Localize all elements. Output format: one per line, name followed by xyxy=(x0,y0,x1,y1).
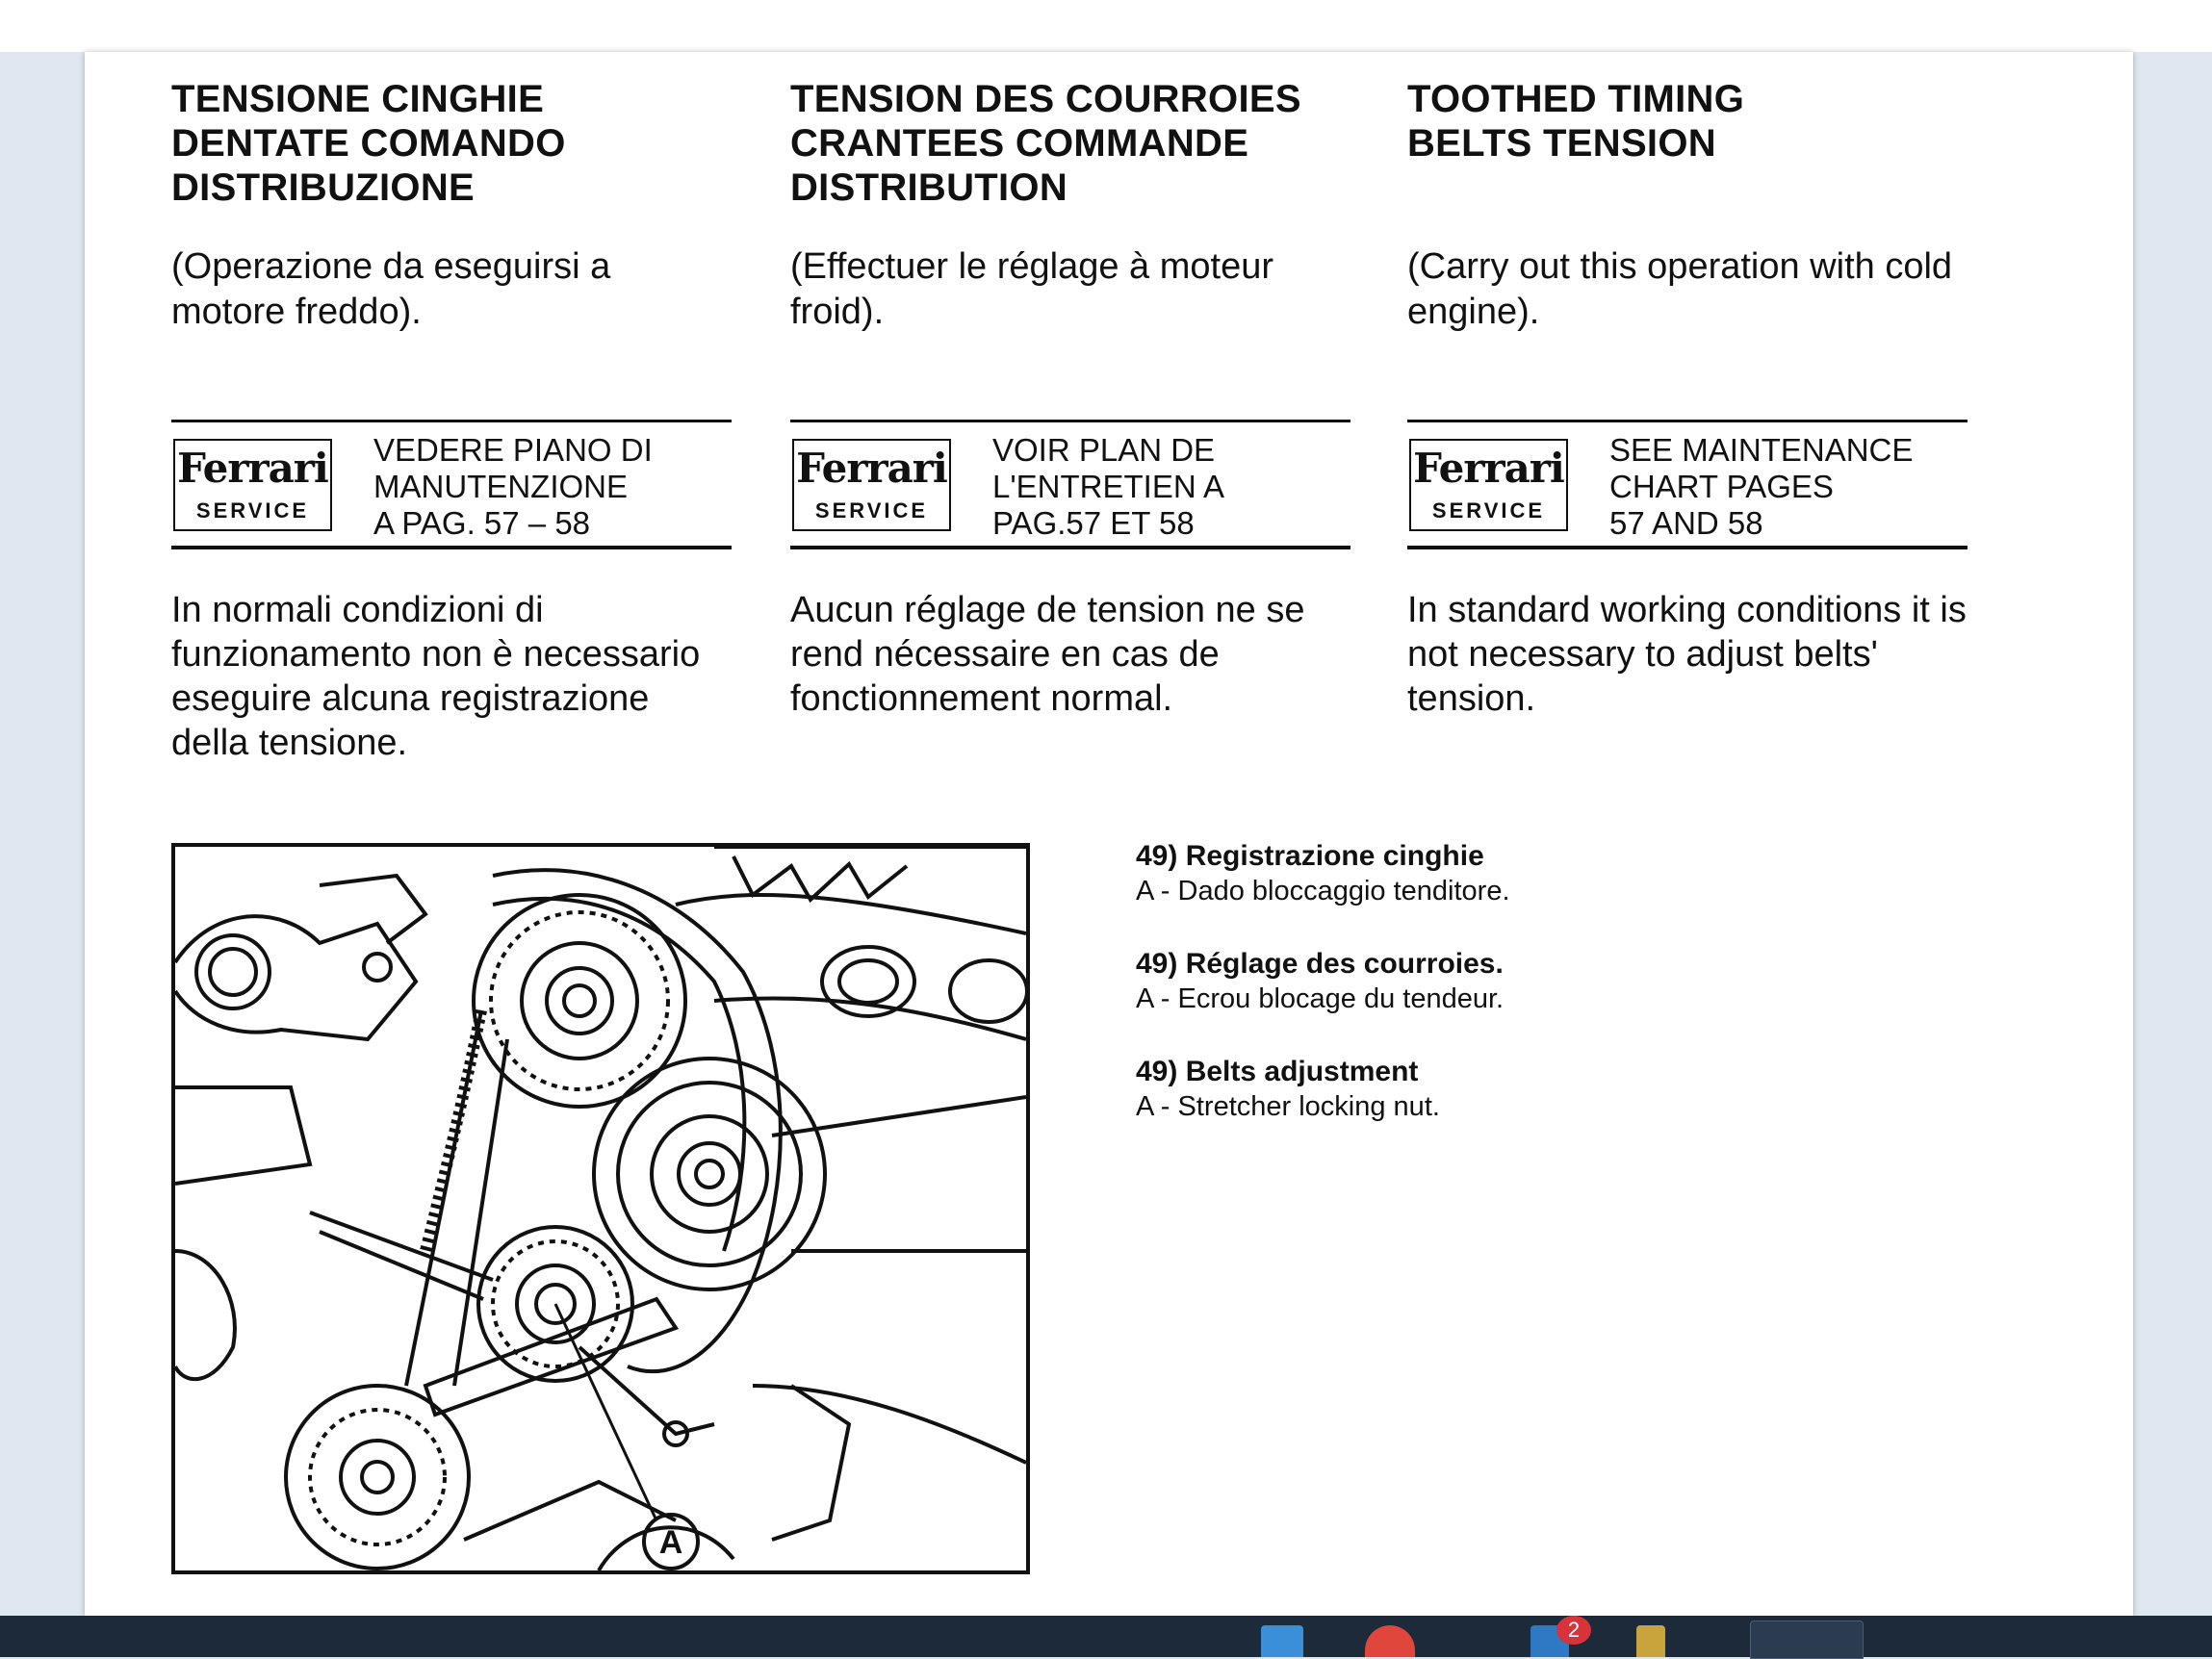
document-page xyxy=(85,52,2133,1616)
service-line: A PAG. 57 – 58 xyxy=(373,505,591,541)
timing-belt-illustration xyxy=(171,843,1030,1574)
service-line: MANUTENZIONE xyxy=(373,469,628,504)
service-line: SEE MAINTENANCE xyxy=(1609,432,1914,468)
service-line: VOIR PLAN DE xyxy=(992,432,1216,468)
service-box xyxy=(171,420,732,549)
section-heading xyxy=(790,77,1350,221)
heading-line: DISTRIBUZIONE xyxy=(171,166,476,209)
service-line: PAG.57 ET 58 xyxy=(992,505,1195,541)
caption-title: 49) Réglage des courroies. xyxy=(1136,948,1504,980)
logo-brand: Ferrari xyxy=(1413,445,1564,492)
browser-icon[interactable] xyxy=(1365,1625,1415,1657)
service-reference xyxy=(992,432,1224,542)
logo-brand: Ferrari xyxy=(796,445,947,492)
body-text: Aucun réglage de tension ne se rend nécessaire en cas de fonctionnement normal. xyxy=(790,590,1305,719)
heading-line: BELTS TENSION xyxy=(1407,122,1716,165)
ferrari-service-logo xyxy=(1409,439,1568,531)
heading-line: TENSION DES COURROIES xyxy=(790,78,1301,120)
notification-badge: 2 xyxy=(1556,1616,1591,1645)
logo-brand: Ferrari xyxy=(177,445,328,492)
logo-service: SERVICE xyxy=(195,498,310,523)
service-line: 57 AND 58 xyxy=(1609,505,1763,541)
logo-service: SERVICE xyxy=(1431,498,1546,523)
column-english xyxy=(1407,77,1968,757)
service-line: L'ENTRETIEN A xyxy=(992,469,1225,504)
heading-line: DENTATE COMANDO xyxy=(171,122,566,165)
caption-english xyxy=(1136,1055,1810,1124)
ferrari-service-logo xyxy=(792,439,951,531)
caption-italian xyxy=(1136,839,1810,908)
caption-french xyxy=(1136,947,1810,1016)
caption-line: A - Dado bloccaggio tenditore. xyxy=(1136,876,1510,906)
logo-service: SERVICE xyxy=(814,498,929,523)
caption-title: 49) Belts adjustment xyxy=(1136,1056,1419,1087)
section-heading xyxy=(171,77,732,221)
caption-title: 49) Registrazione cinghie xyxy=(1136,840,1484,872)
service-line: VEDERE PIANO DI xyxy=(373,432,653,468)
heading-line: CRANTEES COMMANDE xyxy=(790,122,1249,165)
ferrari-service-logo xyxy=(173,439,332,531)
condition-text: (Effectuer le réglage à moteur froid). xyxy=(790,246,1274,332)
column-french xyxy=(790,77,1350,757)
callout-label: A xyxy=(658,1524,683,1561)
heading-line: TOOTHED TIMING xyxy=(1407,78,1745,120)
body-text: In normali condizioni di funzionamento non è necessario eseguire alcuna registrazione della tensione. xyxy=(171,590,701,763)
caption-line: A - Ecrou blocage du tendeur. xyxy=(1136,983,1505,1014)
service-box xyxy=(1407,420,1968,549)
service-box xyxy=(790,420,1350,549)
section-heading xyxy=(1407,77,1968,221)
column-italian xyxy=(171,77,732,802)
service-reference xyxy=(373,432,653,542)
figure-captions xyxy=(1136,839,1810,1162)
app-icon[interactable] xyxy=(1261,1625,1303,1657)
top-strip xyxy=(0,0,2212,52)
condition-text: (Operazione da eseguirsi a motore freddo). xyxy=(171,246,611,332)
service-line: CHART PAGES xyxy=(1609,469,1834,504)
heading-line: TENSIONE CINGHIE xyxy=(171,78,545,120)
active-app-icon[interactable] xyxy=(1750,1621,1864,1659)
taskbar xyxy=(0,1616,2212,1657)
body-text: In standard working conditions it is not necessary to adjust belts' tension. xyxy=(1407,590,1967,719)
engine-drawing xyxy=(175,847,1026,1570)
heading-line: DISTRIBUTION xyxy=(790,166,1068,209)
service-reference xyxy=(1609,432,1913,542)
folder-icon[interactable] xyxy=(1636,1625,1665,1657)
caption-line: A - Stretcher locking nut. xyxy=(1136,1091,1440,1122)
condition-text: (Carry out this operation with cold engine). xyxy=(1407,246,1953,332)
